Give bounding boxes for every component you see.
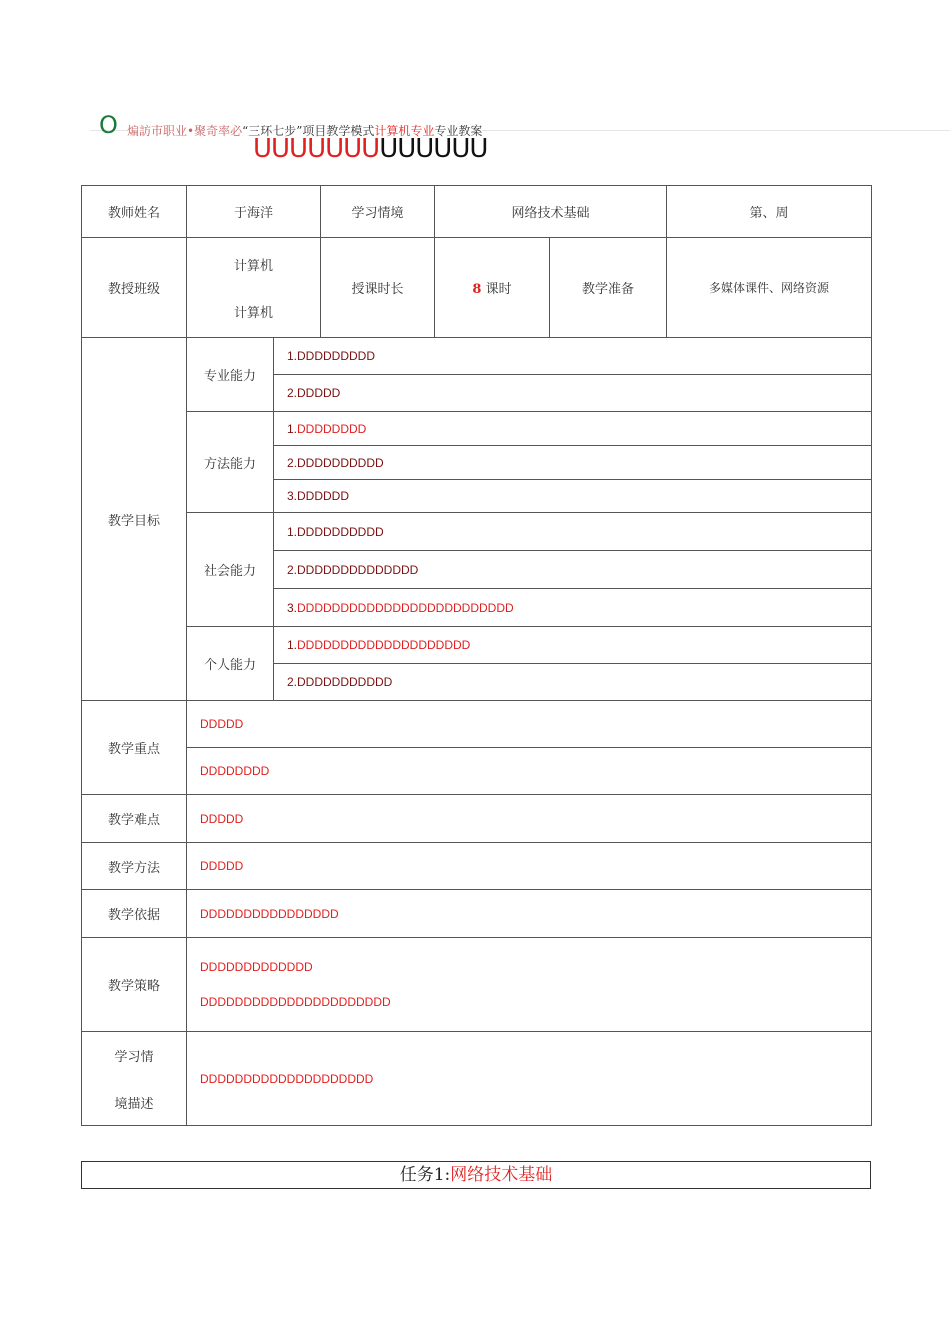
row-difficulty (82, 795, 872, 843)
professional-item-1: 1.DDDDDDDDD (274, 338, 872, 375)
strategy-item-1: DDDDDDDDDDDDD (200, 960, 313, 974)
basis-label: 教学依据 (82, 890, 187, 938)
row-focus-2 (82, 748, 872, 795)
row-method-1 (82, 412, 872, 446)
header-school: 煸訪市职业•聚奇率必 (127, 124, 243, 138)
duration-label: 授课时长 (321, 238, 435, 338)
difficulty-value: DDDDD (187, 795, 872, 843)
week-value: 第、周 (667, 186, 872, 238)
teacher-label: 教师姓名 (82, 186, 187, 238)
header-doc-type: 专业教案 (434, 124, 483, 138)
method-item-1-num: 1. (287, 421, 298, 436)
method-item-3 (274, 480, 872, 513)
objectives-label: 教学目标 (82, 338, 187, 701)
method-item-1 (274, 412, 872, 446)
social-item-1-text: DDDDDDDDDD (297, 524, 384, 539)
class-label: 教授班级 (82, 238, 187, 338)
situation-desc-label-1: 学习情 (114, 1049, 154, 1065)
school-logo-icon: O (99, 111, 118, 139)
class-value-cell (187, 238, 321, 338)
social-item-2 (274, 551, 872, 589)
situation-value: 网络技术基础 (435, 186, 667, 238)
header-mode: “三环七步”项目教学模式 (242, 124, 375, 138)
professional-item-2: 2.DDDDD (274, 375, 872, 412)
situation-desc-label-2: 境描述 (114, 1096, 154, 1112)
social-label: 社会能力 (187, 513, 274, 627)
duration-unit: 课时 (485, 282, 512, 297)
duration-number: 8 (472, 282, 482, 297)
social-item-3 (274, 589, 872, 627)
class-value-1: 计算机 (234, 258, 274, 274)
social-item-1 (274, 513, 872, 551)
social-item-1-num: 1. (287, 524, 298, 539)
row-social-1 (82, 513, 872, 551)
social-item-3-text: DDDDDDDDDDDDDDDDDDDDDDDDD (297, 600, 514, 615)
focus-item-1: DDDDD (187, 701, 872, 748)
underline-black: UUUUUU (379, 134, 488, 164)
lesson-plan-table (81, 185, 872, 1126)
focus-label: 教学重点 (82, 701, 187, 795)
underline-red: UUUUUUU (253, 134, 380, 164)
method-item-2 (274, 446, 872, 480)
personal-item-1-num: 1. (287, 638, 298, 652)
prep-label: 教学准备 (550, 238, 667, 338)
basis-value: DDDDDDDDDDDDDDDD (187, 890, 872, 938)
personal-item-2 (274, 664, 872, 701)
situation-label: 学习情境 (321, 186, 435, 238)
method-label: 方法能力 (187, 412, 274, 513)
personal-item-1 (274, 627, 872, 664)
method-item-3-num: 3. (287, 489, 298, 503)
row-teacher (82, 186, 872, 238)
method-item-2-num: 2. (287, 455, 298, 470)
duration-value (435, 238, 550, 338)
method-item-2-text: DDDDDDDDDD (297, 455, 384, 470)
task-title-bar (81, 1161, 871, 1189)
social-item-3-num: 3. (287, 600, 298, 615)
row-situation-desc (82, 1032, 872, 1126)
focus-item-2: DDDDDDDD (187, 748, 872, 795)
difficulty-label: 教学难点 (82, 795, 187, 843)
strategy-label: 教学策略 (82, 938, 187, 1032)
personal-label: 个人能力 (187, 627, 274, 701)
situation-desc-value: DDDDDDDDDDDDDDDDDDDD (187, 1032, 872, 1126)
task-prefix: 任务1: (399, 1165, 451, 1185)
strategy-value (187, 938, 872, 1032)
personal-item-2-text: DDDDDDDDDDD (297, 675, 393, 689)
method-item-1-text: DDDDDDDD (297, 421, 367, 436)
row-professional-1 (82, 338, 872, 375)
social-item-2-num: 2. (287, 562, 298, 577)
teacher-value: 于海洋 (187, 186, 321, 238)
class-value-2: 计算机 (234, 305, 274, 321)
header-underline-glyphs (253, 136, 487, 162)
teaching-method-value: DDDDD (187, 843, 872, 890)
situation-desc-label (82, 1032, 187, 1126)
social-item-2-text: DDDDDDDDDDDDDD (297, 562, 419, 577)
row-teaching-method (82, 843, 872, 890)
header-major: 计算机专业 (374, 124, 435, 138)
professional-label: 专业能力 (187, 338, 274, 412)
prep-value: 多媒体课件、网络资源 (667, 238, 872, 338)
task-title: 网络技术基础 (450, 1165, 553, 1185)
personal-item-1-text: DDDDDDDDDDDDDDDDDDDD (297, 638, 471, 652)
personal-item-2-num: 2. (287, 675, 298, 689)
row-basis (82, 890, 872, 938)
row-personal-1 (82, 627, 872, 664)
row-class (82, 238, 872, 338)
teaching-method-label: 教学方法 (82, 843, 187, 890)
row-strategy (82, 938, 872, 1032)
row-focus-1 (82, 701, 872, 748)
method-item-3-text: DDDDDD (297, 489, 350, 503)
strategy-item-2: DDDDDDDDDDDDDDDDDDDDDD (200, 995, 391, 1009)
